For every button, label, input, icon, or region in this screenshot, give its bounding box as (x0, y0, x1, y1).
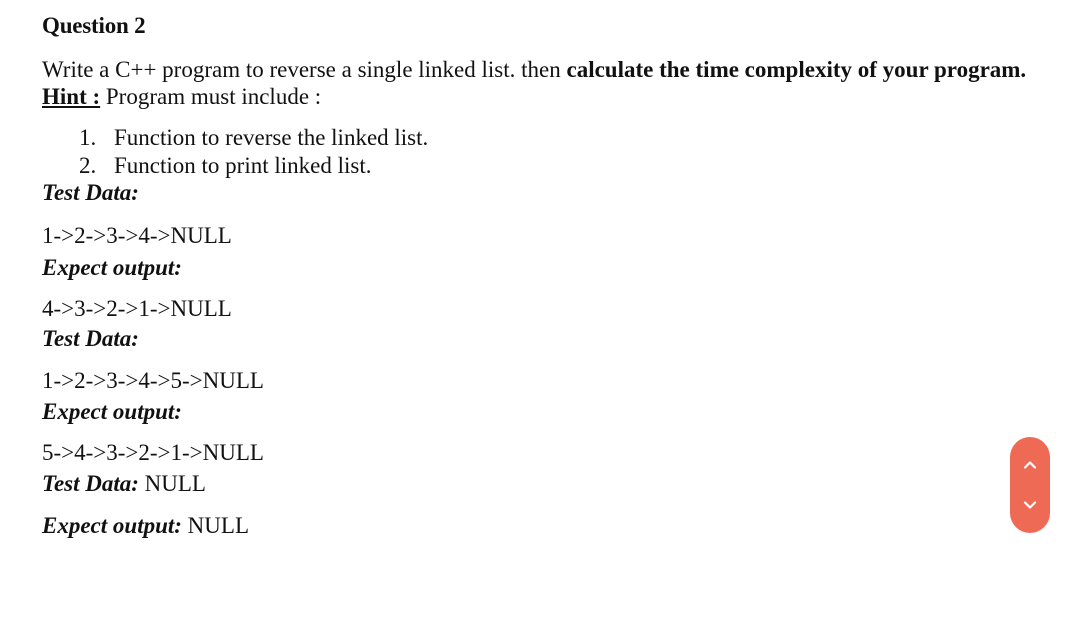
hint-text: Program must include : (100, 84, 322, 109)
test-data-value: 1->2->3->4->5->NULL (42, 368, 264, 393)
expect-output-label: Expect output: (42, 399, 182, 424)
expect-output-value: 5->4->3->2->1->NULL (42, 440, 264, 465)
requirement-text: Function to reverse the linked list. (114, 125, 429, 150)
scroll-down-button[interactable] (1010, 485, 1050, 525)
hint-line (42, 84, 321, 110)
requirement-item (79, 153, 371, 179)
expect-output-label: Expect output: (42, 255, 182, 280)
test-data-label: Test Data: (42, 471, 139, 496)
requirement-number: 1. (79, 125, 97, 150)
test-data-value: NULL (138, 471, 206, 496)
chevron-down-icon (1022, 497, 1038, 513)
expect-output-value: NULL (181, 513, 249, 538)
expect-output-value: 4->3->2->1->NULL (42, 296, 232, 321)
prompt-text: Write a C++ program to reverse a single linked list. then (42, 57, 567, 82)
expect-output-label: Expect output: (42, 513, 182, 538)
expect-output-line (42, 513, 249, 539)
page-scroller[interactable] (1010, 437, 1050, 533)
question-prompt (42, 57, 1026, 83)
test-data-value: 1->2->3->4->NULL (42, 223, 232, 248)
test-data-label: Test Data: (42, 180, 139, 205)
test-data-line (42, 471, 206, 497)
prompt-emphasis: calculate the time complexity of your program. (566, 57, 1027, 82)
requirement-text: Function to print linked list. (114, 153, 372, 178)
scroll-up-button[interactable] (1010, 445, 1050, 485)
chevron-up-icon (1022, 457, 1038, 473)
hint-label: Hint : (42, 84, 101, 109)
question-title: Question 2 (42, 13, 146, 38)
requirement-number: 2. (79, 153, 97, 178)
test-data-label: Test Data: (42, 326, 139, 351)
requirement-item (79, 125, 428, 151)
